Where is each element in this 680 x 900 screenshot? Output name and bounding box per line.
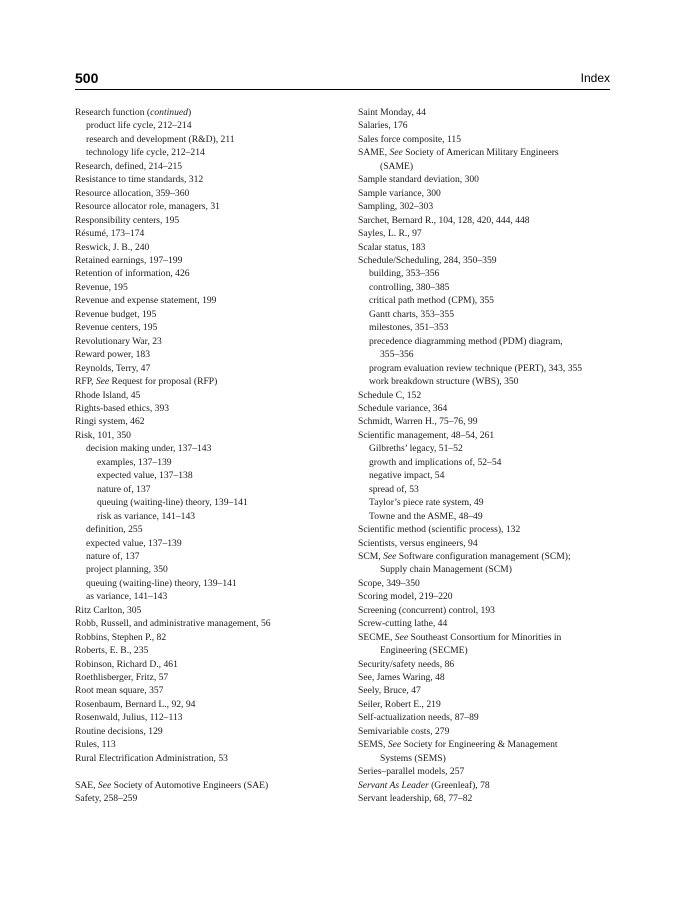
index-entry [358,577,620,590]
entry-text: Software configuration management (SCM); [396,550,571,562]
index-entry [75,214,340,227]
index-entry [358,241,620,254]
entry-text: queuing (waiting-line) theory, 139–141 [97,497,248,509]
index-entry [358,133,620,146]
entry-text: Sampling, 302–303 [358,201,434,213]
index-entry [75,644,340,657]
index-entry [75,362,340,375]
entry-text: Ritz Carlton, 305 [75,604,142,616]
italic-text: See [97,779,112,791]
index-entry [75,752,340,765]
index-subentry [75,523,340,536]
index-entry [358,671,620,684]
entry-text: decision making under, 137–143 [86,443,212,455]
index-entry [75,792,340,805]
index-entry [75,429,340,442]
index-subsubentry [75,469,340,482]
entry-text: technology life cycle, 212–214 [86,147,205,159]
index-entry [358,765,620,778]
entry-text: Revenue centers, 195 [75,322,158,334]
index-entry [75,711,340,724]
entry-text: Servant leadership, 68, 77–82 [358,793,473,805]
entry-text: Sayles, L. R., 97 [358,228,422,240]
index-entry [75,254,340,267]
entry-text: Research function ( [75,107,151,118]
entry-text: Scientific method (scientific process), 132 [358,524,521,536]
index-subentry [358,321,620,334]
index-entry [358,698,620,711]
entry-text: Society of American Military Engineers [402,147,559,159]
entry-text: Roberts, E. B., 235 [75,645,149,657]
index-entry [75,160,340,173]
entry-text: RFP, [75,376,96,388]
entry-text: Scoring model, 219–220 [358,591,453,603]
entry-text: Roethlisberger, Fritz, 57 [75,672,169,684]
entry-text: project planning, 350 [86,564,168,576]
index-entry [358,214,620,227]
index-entry [358,631,620,644]
index-entry [75,348,340,361]
index-entry [358,604,620,617]
entry-text: Resource allocation, 359–360 [75,187,190,199]
entry-text: precedence diagramming method (PDM) diagram, [369,335,563,347]
index-entry [75,321,340,334]
index-subsubentry [75,496,340,509]
index-entry [358,200,620,213]
entry-text: expected value, 137–139 [86,537,182,549]
entry-text: Scalar status, 183 [358,241,426,253]
index-entry [358,684,620,697]
index-subentry [358,281,620,294]
index-entry [75,375,340,388]
entry-text: Schedule variance, 364 [358,402,448,414]
index-entry [75,402,340,415]
index-entry [358,523,620,536]
entry-text: risk as variance, 141–143 [97,510,196,522]
entry-text: Screening (concurrent) control, 193 [358,604,495,616]
italic-text: See [389,147,403,159]
index-entry [75,308,340,321]
index-entry [75,187,340,200]
index-entry [75,335,340,348]
entry-text: (Greenleaf), 78 [428,779,490,791]
index-entry [358,106,620,119]
index-subentry [75,442,340,455]
entry-text: definition, 255 [86,524,143,536]
index-entry [75,698,340,711]
entry-text: Supply chain Management (SCM) [380,564,512,576]
entry-text: Schmidt, Warren H., 75–76, 99 [358,416,478,428]
index-subsubentry [75,456,340,469]
index-entry [358,402,620,415]
index-entry-continuation [358,563,620,576]
index-entry [75,725,340,738]
index-entry-continuation [358,348,620,361]
index-entry [75,106,340,119]
entry-text: Ringi system, 462 [75,416,145,428]
entry-text: nature of, 137 [97,483,151,495]
entry-text: Robbins, Stephen P., 82 [75,631,167,643]
index-entry [358,227,620,240]
index-subentry [358,362,620,375]
entry-text: Saint Monday, 44 [358,107,426,118]
italic-text: See [394,631,409,643]
entry-text: Reward power, 183 [75,349,151,361]
entry-text: Towne and the ASME, 48–49 [369,510,483,522]
index-entry [75,684,340,697]
entry-text: Rosenbaum, Bernard L., 92, 94 [75,698,196,710]
entry-text: Sample variance, 300 [358,187,441,199]
entry-text: (SAME) [380,160,414,172]
entry-text: product life cycle, 212–214 [86,120,192,132]
entry-text: Revolutionary War, 23 [75,335,162,347]
index-subentry [358,469,620,482]
index-subentry [358,294,620,307]
entry-text: Series–parallel models, 257 [358,766,465,778]
index-subentry [358,375,620,388]
entry-text: Sample standard deviation, 300 [358,174,479,186]
entry-text: nature of, 137 [86,550,140,562]
entry-text: Society of Automotive Engineers (SAE) [111,779,269,791]
index-entry [358,792,620,805]
italic-text: continued [150,107,188,118]
index-subsubentry [75,510,340,523]
entry-text: SEMS, [358,739,388,751]
index-subentry [75,550,340,563]
index-subentry [358,335,620,348]
section-break [75,765,340,778]
index-subentry [75,537,340,550]
index-entry [358,725,620,738]
index-entry [75,241,340,254]
index-entry [358,738,620,751]
entry-text: Routine decisions, 129 [75,725,163,737]
italic-text: Servant As Leader [358,779,429,791]
index-entry [358,187,620,200]
entry-text: critical path method (CPM), 355 [369,295,494,307]
entry-text: Rights-based ethics, 393 [75,402,170,414]
entry-text: negative impact, 54 [369,470,445,482]
entry-text: Revenue and expense statement, 199 [75,295,217,307]
entry-text: work breakdown structure (WBS), 350 [369,376,519,388]
entry-text: research and development (R&D), 211 [86,133,235,145]
index-subentry [358,510,620,523]
index-entry [75,671,340,684]
index-subentry [75,577,340,590]
index-entry [75,281,340,294]
index-entry [358,173,620,186]
entry-text: See, James Waring, 48 [358,672,445,684]
index-entry [75,779,340,792]
index-column-left [75,106,340,806]
entry-text: Retained earnings, 197–199 [75,254,183,266]
index-entry [358,658,620,671]
entry-text: SECME, [358,631,395,643]
index-entry [358,254,620,267]
entry-text: Revenue, 195 [75,281,128,293]
entry-text: Sarchet, Bernard R., 104, 128, 420, 444, 448 [358,214,530,226]
italic-text: See [95,376,110,388]
index-subentry [75,563,340,576]
entry-text: Reswick, J. B., 240 [75,241,150,253]
index-entry [75,294,340,307]
index-entry [358,429,620,442]
entry-text: Reynolds, Terry, 47 [75,362,151,374]
entry-text: controlling, 380–385 [369,281,450,293]
index-subentry [75,133,340,146]
entry-text: SAE, [75,779,98,791]
entry-text: SAME, [358,147,390,159]
index-entry [358,617,620,630]
entry-text: Revenue budget, 195 [75,308,157,320]
entry-text: Résumé, 173–174 [75,228,145,240]
entry-text: Society for Engineering & Management [401,739,558,751]
index-entry [358,389,620,402]
index-entry [358,779,620,792]
entry-text: Engineering (SECME) [380,645,468,657]
entry-text: SCM, [358,550,384,562]
index-entry [75,631,340,644]
entry-text: 355–356 [380,349,414,361]
entry-text: Safety, 258–259 [75,793,138,805]
entry-text: Retention of information, 426 [75,268,190,280]
index-subentry [358,456,620,469]
entry-text: Responsibility centers, 195 [75,214,180,226]
index-entry [358,146,620,159]
index-entry [75,415,340,428]
index-subentry [358,308,620,321]
entry-text: Risk, 101, 350 [75,429,131,441]
entry-text: building, 353–356 [369,268,440,280]
entry-text: Sales force composite, 115 [358,133,462,145]
entry-text: Research, defined, 214–215 [75,160,183,172]
index-entry [75,604,340,617]
entry-text: expected value, 137–138 [97,470,193,482]
entry-text: queuing (waiting-line) theory, 139–141 [86,577,237,589]
index-entry [75,267,340,280]
entry-text: Rural Electrification Administration, 53 [75,752,228,764]
index-entry-continuation [358,644,620,657]
index-subentry [75,590,340,603]
index-subentry [358,483,620,496]
index-subentry [358,267,620,280]
entry-text: Rhode Island, 45 [75,389,141,401]
entry-text: Schedule C, 152 [358,389,422,401]
italic-text: See [387,739,402,751]
index-entry [358,590,620,603]
entry-text: Screw-cutting lathe, 44 [358,618,448,630]
page-number: 500 [75,70,99,86]
index-entry [75,200,340,213]
entry-text: Salaries, 176 [358,120,408,132]
entry-text: Semivariable costs, 279 [358,725,450,737]
index-entry [75,227,340,240]
italic-text: See [383,550,397,562]
page-header [75,70,610,88]
entry-text: Resource allocator role, managers, 31 [75,201,220,213]
entry-text: Self-actualization needs, 87–89 [358,712,479,724]
entry-text: growth and implications of, 52–54 [369,456,502,468]
index-entry [75,738,340,751]
entry-text: Security/safety needs, 86 [358,658,455,670]
entry-text: Seely, Bruce, 47 [358,685,421,697]
index-entry [358,537,620,550]
entry-text: examples, 137–139 [97,456,172,468]
entry-text: Systems (SEMS) [380,752,446,764]
index-entry [75,173,340,186]
index-subentry [358,496,620,509]
index-entry [358,711,620,724]
entry-text: Schedule/Scheduling, 284, 350–359 [358,254,497,266]
entry-text: Root mean square, 357 [75,685,164,697]
entry-text: spread of, 53 [369,483,419,495]
header-rule [75,89,610,90]
index-entry-continuation [358,160,620,173]
entry-text: Scientists, versus engineers, 94 [358,537,478,549]
entry-text: Seiler, Robert E., 219 [358,698,441,710]
entry-text: Robb, Russell, and administrative management, 56 [75,618,271,630]
index-subentry [75,119,340,132]
entry-text: milestones, 351–353 [369,322,449,334]
entry-text: Scientific management, 48–54, 261 [358,429,495,441]
index-column-right [358,106,620,806]
entry-text: Resistance to time standards, 312 [75,174,204,186]
index-entry [75,389,340,402]
running-head: Index [580,71,610,85]
index-subsubentry [75,483,340,496]
entry-text: Request for proposal (RFP) [109,376,218,388]
entry-text: Rules, 113 [75,739,116,751]
index-subentry [75,146,340,159]
entry-text: Southeast Consortium for Minorities in [408,631,562,643]
entry-text: Rosenwald, Julius, 112–113 [75,712,183,724]
entry-text: Gantt charts, 353–355 [369,308,454,320]
entry-text: ) [187,107,192,118]
index-entry [358,415,620,428]
entry-text: Taylor’s piece rate system, 49 [369,497,484,509]
entry-text: Gilbreths’ legacy, 51–52 [369,443,463,455]
index-entry [75,658,340,671]
entry-text: as variance, 141–143 [86,591,168,603]
entry-text: Scope, 349–350 [358,577,420,589]
entry-text: program evaluation review technique (PERT), 343, 355 [369,362,583,374]
index-entry-continuation [358,752,620,765]
index-entry [358,550,620,563]
entry-text: Robinson, Richard D., 461 [75,658,178,670]
index-entry [75,617,340,630]
index-subentry [358,442,620,455]
index-entry [358,119,620,132]
